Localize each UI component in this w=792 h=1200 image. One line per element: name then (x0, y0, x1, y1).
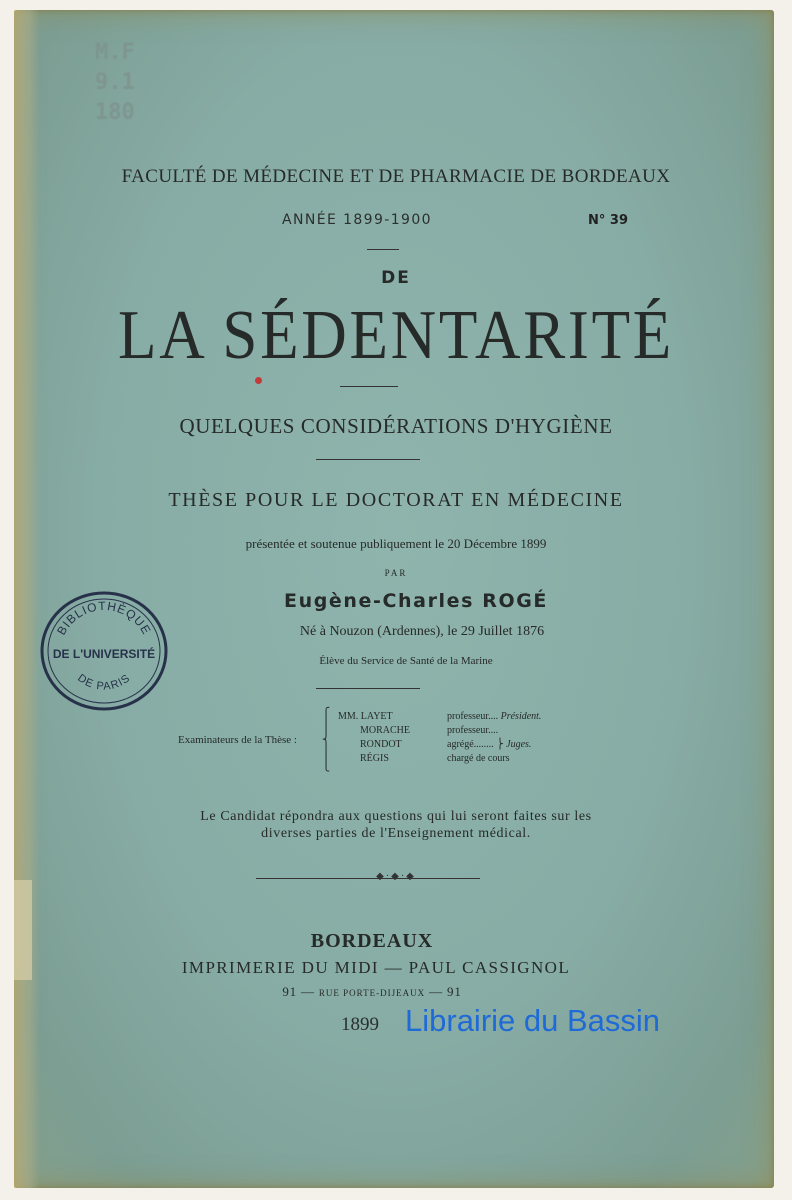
printer: IMPRIMERIE DU MIDI — PAUL CASSIGNOL (181, 958, 571, 977)
publication-year: 1899 (341, 1014, 379, 1035)
author-birth: Né à Nouzon (Ardennes), le 29 Juillet 1876 (299, 624, 545, 639)
examiner-role-row: agrégé........ ⎬ Juges. (447, 739, 532, 750)
examiner-name: MM. LAYET (338, 711, 393, 722)
ornament-divider (316, 459, 420, 460)
red-ink-spot (255, 377, 262, 384)
note-line: Le Candidat répondra aux questions qui lui seront faites sur les (200, 809, 592, 824)
examiner-role: agrégé........ (447, 739, 494, 750)
title-prefix: DE (381, 268, 411, 288)
candidate-note (0, 808, 792, 842)
street-number: — 91 (429, 984, 462, 999)
shelfmark-line: 180 (95, 100, 135, 125)
examiner-name: RONDOT (360, 739, 402, 750)
examiner-role-row (447, 752, 541, 766)
svg-text:DE PARIS (75, 672, 132, 693)
defense-date: présentée et soutenue publiquement le 20 Décembre 1899 (245, 536, 547, 551)
examiner-title: Juges. (506, 739, 532, 750)
subtitle: QUELQUES CONSIDÉRATIONS D'HYGIÈNE (179, 414, 613, 438)
seller-watermark: Librairie du Bassin (405, 1003, 661, 1038)
main-title: LA SÉDENTARITÉ (118, 297, 674, 374)
shelfmark-line: M.F (95, 40, 135, 65)
examiner-role-row (447, 710, 541, 724)
left-brace: ⎧ ⎪ ⎨ ⎪ ⎩ (322, 708, 331, 772)
note-line: diverses parties de l'Enseignement médical. (261, 826, 531, 841)
handwritten-shelfmark (95, 38, 135, 128)
examiner-role-row (447, 724, 541, 738)
examiners-label: Examinateurs de la Thèse : (178, 734, 297, 746)
street-number: 91 — (282, 984, 315, 999)
examiner-name: RÉGIS (360, 753, 389, 764)
shelfmark-line: 9.1 (95, 70, 135, 95)
examiner-role: professeur.... (447, 711, 499, 722)
thesis-number: N° 39 (588, 213, 628, 228)
examiner-title: Président. (500, 711, 542, 722)
printer-address (0, 984, 768, 1000)
faculty-heading: FACULTÉ DE MÉDECINE ET DE PHARMACIE DE BORDEAUX (121, 166, 671, 187)
examiner-roles (447, 710, 541, 766)
divider (367, 249, 399, 250)
by-label: PAR (384, 568, 408, 578)
academic-year: ANNÉE 1899-1900 (282, 212, 432, 228)
library-stamp (38, 588, 170, 714)
stamp-bottom-text: DE PARIS (75, 672, 133, 693)
ornament-icon: ◆·◆·◆ (376, 871, 416, 882)
examiner-role: chargé de cours (447, 753, 510, 764)
stamp-middle-text: DE L'UNIVERSITÉ (52, 647, 156, 661)
divider (316, 688, 420, 689)
city: BORDEAUX (310, 930, 434, 952)
divider (340, 386, 398, 387)
examiner-role: professeur.... (447, 725, 499, 736)
examiner-name: MORACHE (360, 725, 411, 736)
author-status: Élève du Service de Santé de la Marine (319, 655, 493, 667)
examiner-names (338, 710, 410, 766)
stamp-top-text: BIBLIOTHÈQUE (54, 598, 154, 638)
author-name: Eugène-Charles ROGÉ (283, 590, 549, 612)
thesis-heading: THÈSE POUR LE DOCTORAT EN MÉDECINE (168, 489, 624, 511)
street-name: RUE PORTE-DIJEAUX (318, 988, 426, 998)
